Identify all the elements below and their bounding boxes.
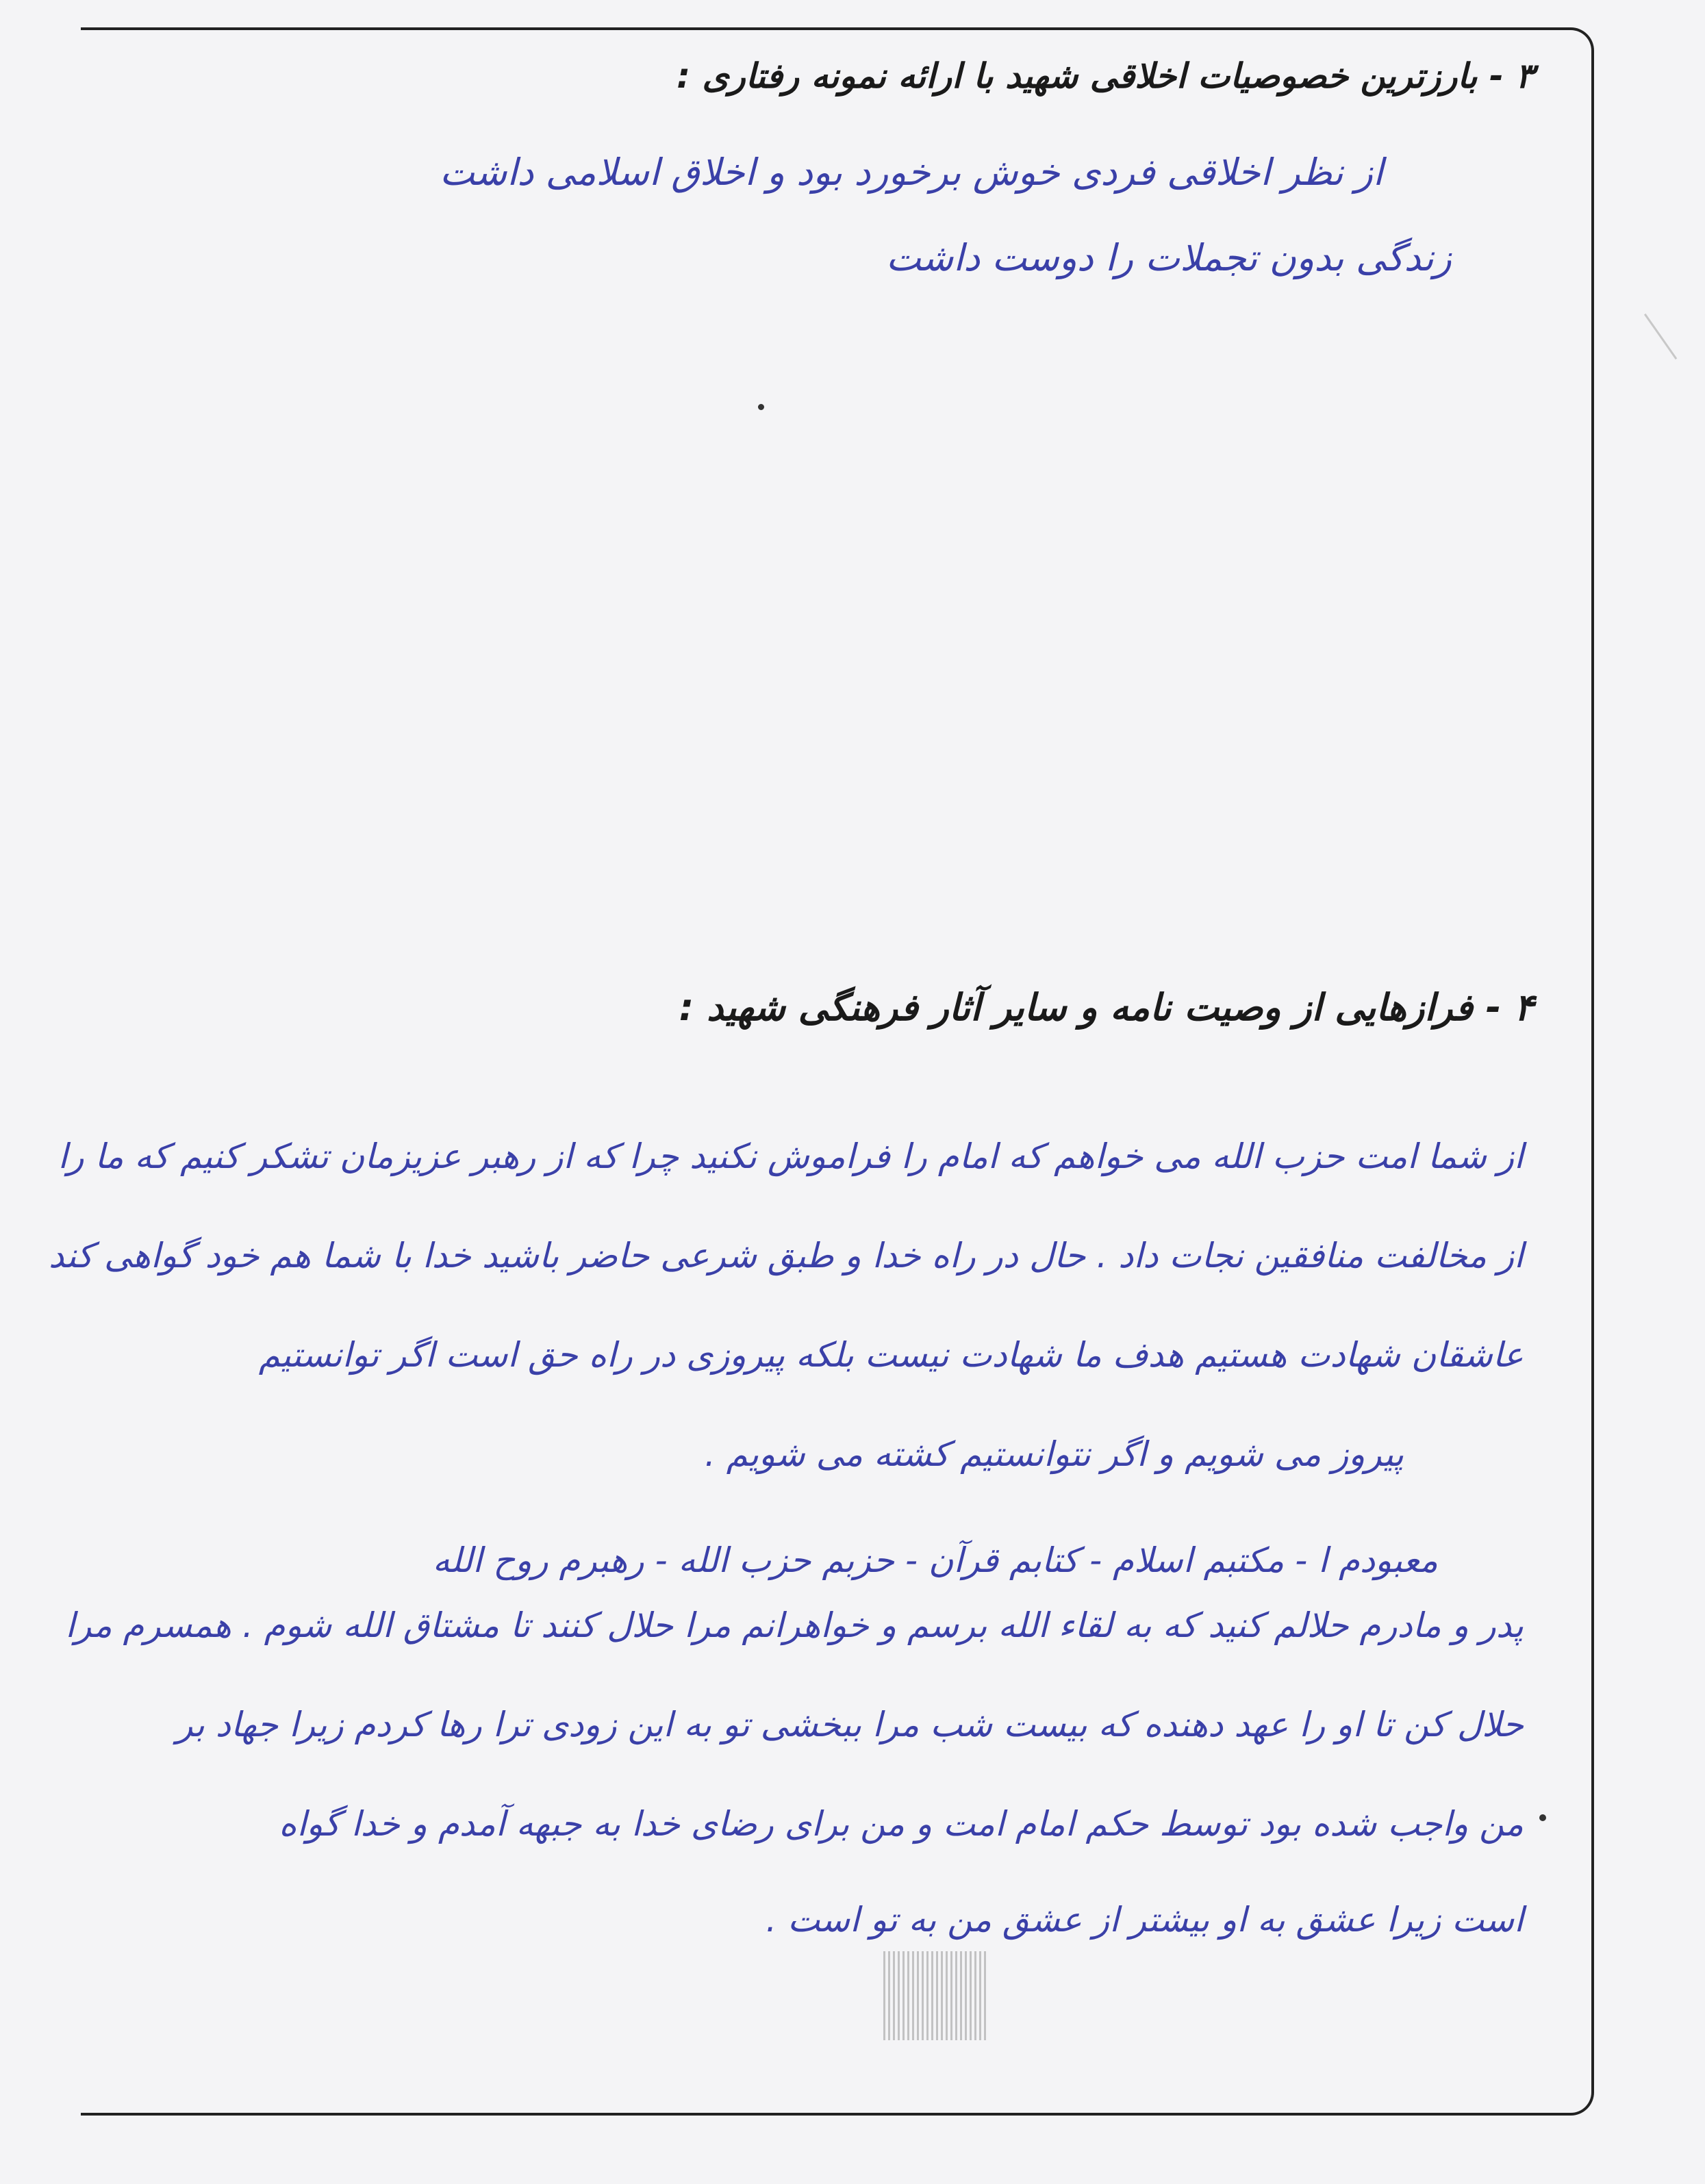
scan-artifact — [883, 1951, 986, 2040]
section-3-handwritten-line: زندگی بدون تجملات را دوست داشت — [885, 236, 1452, 279]
section-4-handwritten-line: حلال کن تا او را عهد دهنده که بیست شب مرا ببخشی تو به این زودی ترا رها کردم زیرا جهاد بر — [176, 1705, 1524, 1744]
scan-artifact — [1644, 298, 1700, 359]
section-4-heading: ۴ - فرازهایی از وصیت نامه و سایر آثار فرهنگی شهید : — [679, 986, 1534, 1029]
section-4-handwritten-line: از مخالفت منافقین نجات داد . حال در راه خدا و طبق شرعی حاضر باشید خدا با شما هم خود گواهی کند — [48, 1236, 1524, 1275]
section-4-handwritten-line: من واجب شده بود توسط حکم امام امت و من برای رضای خدا به جبهه آمدم و خدا گواه — [279, 1804, 1524, 1844]
section-4-handwritten-line: پیروز می شویم و اگر نتوانستیم کشته می شویم . — [705, 1434, 1404, 1474]
section-3-handwritten-line: از نظر اخلاقی فردی خوش برخورد بود و اخلاق اسلامی داشت — [440, 151, 1383, 194]
section-4-handwritten-line: از شما امت حزب الله می خواهم که امام را فراموش نکنید چرا که از رهبر عزیزمان تشکر کنیم که ما را — [58, 1137, 1524, 1176]
section-4-handwritten-line: پدر و مادرم حلالم کنید که به لقاء الله برسم و خواهرانم مرا حلال کنند تا مشتاق الله شوم . همسرم مرا — [65, 1605, 1524, 1645]
section-3-heading: ۳ - بارزترین خصوصیات اخلاقی شهید با ارائه نمونه رفتاری : — [677, 56, 1534, 96]
section-4-handwritten-line: معبودم ا - مکتبم اسلام - کتابم قرآن - حزبم حزب الله - رهبرم روح الله — [432, 1540, 1438, 1580]
section-4-handwritten-line: عاشقان شهادت هستیم هدف ما شهادت نیست بلکه پیروزی در راه حق است اگر توانستیم — [258, 1335, 1524, 1375]
page-border — [81, 27, 1594, 2116]
ink-dot — [1539, 1814, 1546, 1821]
ink-dot — [758, 404, 764, 410]
section-4-handwritten-line: است زیرا عشق به او بیشتر از عشق من به تو است . — [766, 1900, 1524, 1940]
